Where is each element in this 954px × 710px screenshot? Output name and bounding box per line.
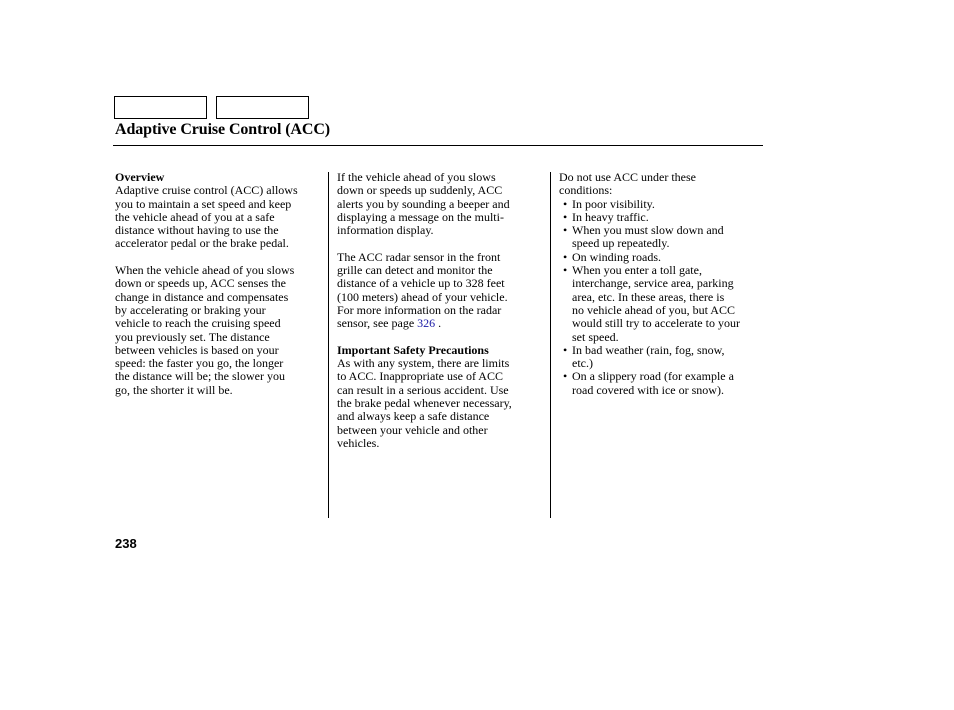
safety-paragraph — [337, 357, 547, 450]
list-item — [559, 198, 769, 211]
overview-heading: Overview — [115, 170, 165, 184]
conditions-list — [559, 198, 769, 397]
text-line: the distance will be; the slower you — [115, 369, 285, 384]
page-number: 238 — [115, 536, 137, 551]
text-line: In poor visibility. — [572, 196, 655, 211]
text-fragment: . — [435, 316, 442, 331]
list-item — [559, 370, 769, 397]
text-line: you previously set. The distance — [115, 329, 270, 344]
text-line: distance of a vehicle up to 328 feet — [337, 276, 505, 291]
paragraph-gap — [115, 251, 325, 264]
text-line: For more information on the radar — [337, 302, 502, 317]
text-line: area, etc. In these areas, there is — [572, 289, 725, 304]
text-line: Adaptive cruise control (ACC) allows — [115, 183, 298, 198]
text-line: vehicle to reach the cruising speed — [115, 316, 281, 331]
bullet-icon: • — [563, 263, 568, 278]
text-line: down or speeds up, ACC senses the — [115, 276, 286, 291]
text-line: the vehicle ahead of you at a safe — [115, 209, 275, 224]
safety-precautions-heading: Important Safety Precautions — [337, 342, 489, 357]
text-line: On a slippery road (for example a — [572, 369, 734, 384]
text-line: Do not use ACC under these — [559, 170, 696, 184]
radar-sensor-paragraph — [337, 251, 547, 331]
column-alerts — [337, 171, 547, 450]
paragraph-gap — [337, 237, 547, 250]
text-line: displaying a message on the multi- — [337, 209, 504, 224]
text-line: speed: the faster you go, the longer — [115, 356, 284, 371]
bullet-icon: • — [563, 223, 568, 238]
text-line: no vehicle ahead of you, but ACC — [572, 302, 735, 317]
text-line: accelerator pedal or the brake pedal. — [115, 236, 289, 251]
text-line: etc.) — [572, 356, 593, 371]
text-line: information display. — [337, 223, 434, 238]
text-line: The ACC radar sensor in the front — [337, 249, 501, 264]
text-line: conditions: — [559, 183, 613, 198]
bullet-icon: • — [563, 209, 568, 224]
text-line: If the vehicle ahead of you slows — [337, 170, 496, 184]
list-item — [559, 224, 769, 251]
text-line: interchange, service area, parking — [572, 276, 734, 291]
text-line: between vehicles is based on your — [115, 342, 279, 357]
text-fragment: sensor, see page — [337, 316, 418, 331]
text-line: and always keep a safe distance — [337, 409, 490, 424]
text-line: change in distance and compensates — [115, 289, 289, 304]
nav-button-2[interactable] — [216, 96, 309, 119]
text-line: When the vehicle ahead of you slows — [115, 263, 295, 278]
bullet-icon: • — [563, 342, 568, 357]
bullet-icon: • — [563, 249, 568, 264]
text-line: go, the shorter it will be. — [115, 382, 233, 397]
page-title: Adaptive Cruise Control (ACC) — [115, 121, 331, 138]
list-item — [559, 211, 769, 224]
text-line: speed up repeatedly. — [572, 236, 670, 251]
bullet-icon: • — [563, 369, 568, 384]
paragraph-gap — [337, 331, 547, 344]
text-line: grille can detect and monitor the — [337, 263, 493, 278]
text-line — [337, 317, 547, 330]
overview-paragraph-2 — [115, 264, 325, 397]
text-line: would still try to accelerate to your — [572, 316, 740, 331]
text-line: can result in a serious accident. Use — [337, 382, 509, 397]
page-reference-link[interactable]: 326 — [417, 316, 436, 331]
column-overview — [115, 171, 325, 397]
text-line: vehicles. — [337, 435, 380, 450]
list-item — [559, 264, 769, 344]
text-line: alerts you by sounding a beeper and — [337, 196, 510, 211]
text-line: between your vehicle and other — [337, 422, 488, 437]
text-line: In bad weather (rain, fog, snow, — [572, 342, 725, 357]
text-line: When you must slow down and — [572, 223, 724, 238]
list-item — [559, 251, 769, 264]
text-line: When you enter a toll gate, — [572, 263, 702, 278]
text-line: On winding roads. — [572, 249, 661, 264]
text-line: distance without having to use the — [115, 223, 279, 238]
text-line: road covered with ice or snow). — [572, 382, 724, 397]
text-line: by accelerating or braking your — [115, 302, 266, 317]
bullet-icon: • — [563, 196, 568, 211]
overview-paragraph-1 — [115, 184, 325, 250]
text-line: you to maintain a set speed and keep — [115, 196, 292, 211]
title-rule — [113, 145, 763, 146]
alerts-paragraph — [337, 171, 547, 237]
text-line: As with any system, there are limits — [337, 356, 510, 371]
text-line: (100 meters) ahead of your vehicle. — [337, 289, 508, 304]
text-line: down or speeds up suddenly, ACC — [337, 183, 503, 198]
column-divider-1 — [328, 172, 329, 518]
text-line: to ACC. Inappropriate use of ACC — [337, 369, 503, 384]
nav-button-1[interactable] — [114, 96, 207, 119]
list-item — [559, 344, 769, 371]
text-line: In heavy traffic. — [572, 209, 649, 224]
text-line: the brake pedal whenever necessary, — [337, 396, 512, 411]
text-line: set speed. — [572, 329, 619, 344]
column-conditions — [559, 171, 769, 397]
column-divider-2 — [550, 172, 551, 518]
